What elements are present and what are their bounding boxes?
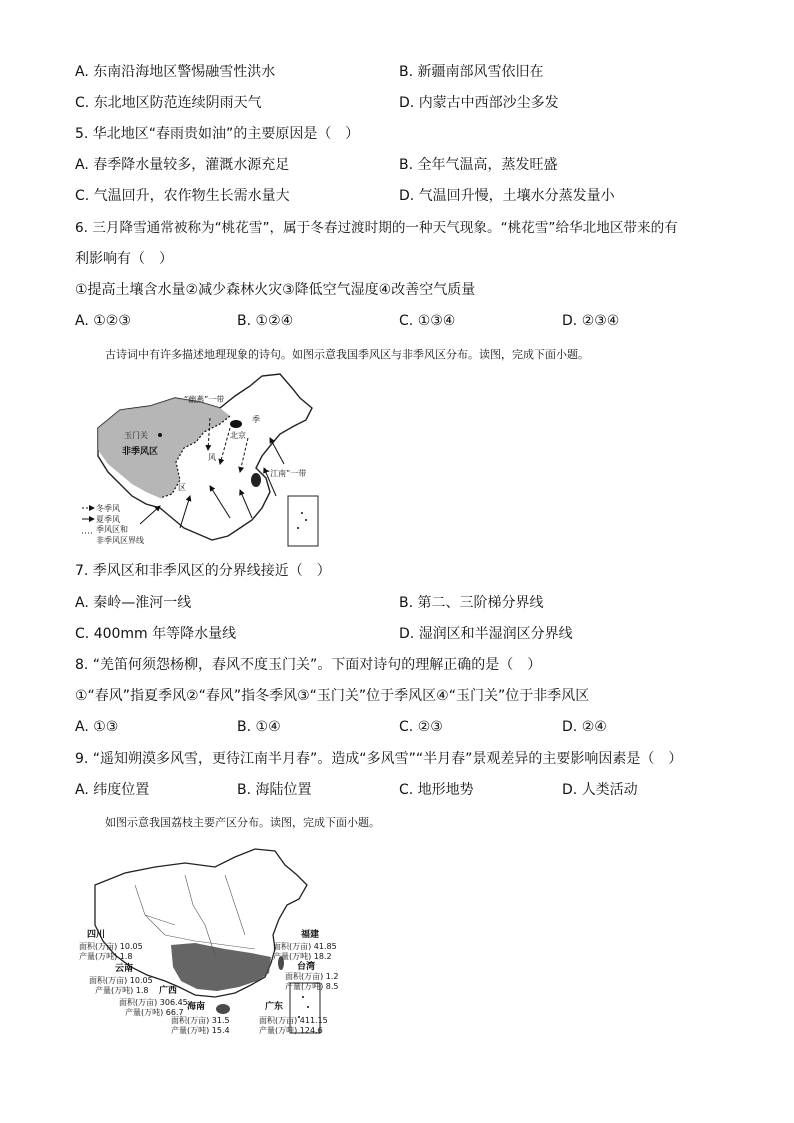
q7-stem: 7. 季风区和非季风区的分界线接近（ ） — [75, 563, 331, 579]
guangdong-output: 产量(万吨) 124.6 — [259, 1026, 323, 1035]
jiangnan-marker — [251, 473, 261, 487]
q7-option-b: B. 第二、三阶梯分界线 — [399, 595, 544, 611]
label-youyan: “幽燕”一带 — [184, 395, 225, 404]
yunnan-area: 面积(万亩) 10.05 — [89, 976, 153, 985]
q6-option-d: D. ②③④ — [562, 313, 620, 329]
guangxi-area: 面积(万亩) 306.45 — [119, 998, 188, 1007]
label-hainan: 海南 — [187, 1002, 206, 1012]
label-yumenguan: 玉门关 — [124, 431, 148, 440]
label-guangxi: 广西 — [159, 986, 178, 996]
fujian-output: 产量(万吨) 18.2 — [273, 952, 332, 961]
q9-option-a: A. 纬度位置 — [75, 782, 150, 798]
guangdong-area: 面积(万亩) 411.15 — [259, 1016, 328, 1025]
legend-winter: 冬季风 — [96, 504, 120, 513]
sichuan-area: 面积(万亩) 10.05 — [79, 942, 143, 951]
label-jiangnan: “江南”一带 — [266, 469, 307, 478]
q5-option-d: D. 气温回升慢，土壤水分蒸发量小 — [399, 188, 615, 204]
q8-option-a: A. ①③ — [75, 719, 119, 735]
q9-option-b: B. 海陆位置 — [237, 782, 312, 798]
q6-option-a: A. ①②③ — [75, 313, 131, 329]
q6-items: ①提高土壤含水量②减少森林火灾③降低空气湿度④改善空气质量 — [75, 282, 476, 298]
legend-boundary-2: 非季风区界线 — [96, 536, 144, 545]
section-intro-lychee: 如图示意我国荔枝主要产区分布。读图，完成下面小题。 — [105, 816, 380, 829]
q7-option-d: D. 湿润区和半湿润区分界线 — [399, 626, 573, 642]
sichuan-output: 产量(万吨) 1.8 — [79, 952, 133, 961]
label-feng: 风 — [208, 453, 216, 462]
q5-option-b: B. 全年气温高，蒸发旺盛 — [399, 157, 558, 173]
map1-legend — [82, 503, 144, 545]
label-qu: 区 — [178, 483, 186, 492]
q4-option-a: A. 东南沿海地区警惕融雪性洪水 — [75, 64, 276, 80]
label-beijing: 北京 — [230, 431, 246, 440]
q5-option-c: C. 气温回升，农作物生长需水量大 — [75, 188, 290, 204]
taiwan-output: 产量(万吨) 8.5 — [285, 982, 339, 991]
label-fujian: 福建 — [301, 930, 320, 940]
q6-option-c: C. ①③④ — [399, 313, 456, 329]
q4-option-b: B. 新疆南部风雪依旧在 — [399, 64, 544, 80]
beijing-marker — [230, 420, 242, 428]
guangxi-output: 产量(万吨) 66.7 — [125, 1008, 184, 1017]
hainan-island — [216, 1004, 230, 1014]
lychee-map — [75, 845, 345, 1055]
lychee-map-svg — [75, 845, 345, 1055]
south-china-sea-inset — [288, 496, 318, 546]
q4-option-d: D. 内蒙古中西部沙尘多发 — [399, 95, 559, 111]
q8-option-d: D. ②④ — [562, 719, 607, 735]
q9-option-c: C. 地形地势 — [399, 782, 474, 798]
monsoon-map — [80, 368, 330, 553]
q6-stem-line2: 利影响有（ ） — [75, 251, 173, 267]
monsoon-map-svg — [80, 368, 330, 553]
q7-option-a: A. 秦岭—淮河一线 — [75, 595, 192, 611]
label-ji: 季 — [252, 415, 260, 424]
q7-option-c: C. 400mm 年等降水量线 — [75, 626, 237, 642]
q5-stem: 5. 华北地区“春雨贵如油”的主要原因是（ ） — [75, 126, 360, 142]
q8-option-b: B. ①④ — [237, 719, 281, 735]
q9-stem: 9. “遥知朔漠多风雪，更待江南半月春”。造成“多风雪”“半月春”景观差异的主要影响因素是（ ） — [75, 751, 683, 767]
q5-option-a: A. 春季降水量较多，灌溉水源充足 — [75, 157, 290, 173]
hainan-area: 面积(万亩) 31.5 — [171, 1016, 230, 1025]
q6-stem-line1: 6. 三月降雪通常被称为“桃花雪”，属于冬春过渡时期的一种天气现象。“桃花雪”给华北地区带来的有 — [75, 220, 678, 236]
legend-summer: 夏季风 — [96, 515, 120, 524]
q9-option-d: D. 人类活动 — [562, 782, 638, 798]
q8-option-c: C. ②③ — [399, 719, 443, 735]
q8-stem: 8. “羌笛何须怨杨柳，春风不度玉门关”。下面对诗句的理解正确的是（ ） — [75, 657, 542, 673]
section-intro-monsoon: 古诗词中有许多描述地理现象的诗句。如图示意我国季风区与非季风区分布。读图，完成下面小题。 — [105, 348, 589, 361]
hainan-output: 产量(万吨) 15.4 — [171, 1026, 230, 1035]
fujian-area: 面积(万亩) 41.85 — [273, 942, 337, 951]
taiwan-area: 面积(万亩) 1.2 — [285, 972, 339, 981]
q4-option-c: C. 东北地区防范连续阴雨天气 — [75, 95, 262, 111]
q8-items: ①“春风”指夏季风②“春风”指冬季风③“玉门关”位于季风区④“玉门关”位于非季风区 — [75, 688, 590, 704]
yunnan-output: 产量(万吨) 1.8 — [95, 986, 149, 995]
label-non-monsoon: 非季风区 — [122, 447, 159, 457]
label-yunnan: 云南 — [115, 964, 134, 974]
label-sichuan: 四川 — [87, 930, 106, 940]
label-taiwan: 台湾 — [297, 962, 316, 972]
legend-boundary-1: 季风区和 — [96, 525, 128, 534]
label-guangdong: 广东 — [265, 1002, 284, 1012]
q6-option-b: B. ①②④ — [237, 313, 294, 329]
